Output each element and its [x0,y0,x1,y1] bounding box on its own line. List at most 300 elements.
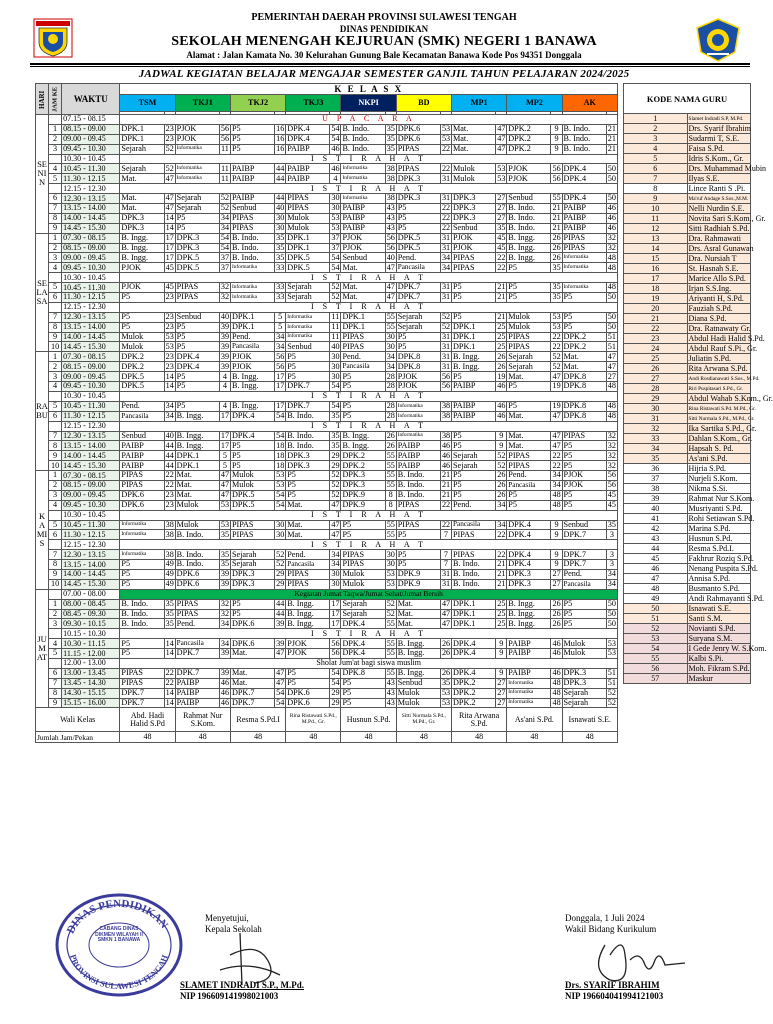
teacher-code-cell: 26 [386,440,395,450]
teacher-code-cell: 55 [552,193,561,203]
period-number: 10 [49,342,62,352]
subject-cell: B. Indo. [452,579,496,589]
subject-cell: PAIBP [286,174,330,184]
teacher-code-cell: 40 [276,203,285,213]
subject-cell: P5 [562,609,606,619]
period-number: 1 [49,352,62,362]
subject-cell: DPK.8 [562,382,606,392]
period-time: 10.30 - 10.45 [62,510,120,520]
subject-cell: Mat. [562,352,606,362]
headmaster-nip: NIP 196609141998021003 [180,991,279,1002]
subject-cell: Senbud [562,520,606,530]
subject-cell: P5 [396,204,440,214]
subject-cell: Mulok [507,312,551,322]
subject-cell: Pend. [230,332,274,342]
subject-cell: PAIBP [396,441,440,451]
teacher-code-cell: 9 [551,550,562,560]
teacher-code-cell: 4 [219,382,230,392]
subject-cell: Senbud [396,678,440,688]
subject-cell: B. Indo. [507,223,551,233]
teacher-code-cell: 52 [497,450,506,460]
subject-cell: DPK.1 [341,312,385,322]
teacher-code-cell: 31 [441,292,451,302]
subject-cell: B. Ingg. [175,441,219,451]
period-time: 11.30 - 12.15 [62,293,120,303]
approver-position: Kepala Sekolah [205,924,262,935]
period-time: 11.30 - 12.15 [62,530,120,540]
teacher-code-cell: 27 [497,193,506,203]
teacher-code-cell: 38 [441,411,451,421]
subject-cell: DPK.3 [175,243,219,253]
teacher-code: 6 [624,164,688,174]
teacher-code-cell: 30 [386,341,395,351]
subject-cell: DPK.1 [175,451,219,461]
subject-cell: P5 [175,372,219,382]
teacher-name: Sitti Radhiah S.Pd. [688,224,750,233]
teacher-code-cell: 32 [607,242,616,252]
teacher-code-cell: 43 [386,223,395,233]
teacher-code-cell: 23 [165,500,174,510]
teacher-code: 31 [624,414,688,424]
period-number [49,154,62,164]
teacher-code-cell: 22 [552,460,561,470]
teacher-code-cell: 11 [331,322,340,332]
subject-cell: Informatika [507,688,551,698]
teacher-code-cell: 34 [220,618,230,628]
subject-cell: Mat. [120,194,164,204]
teacher-code-cell: 21 [607,134,616,144]
subject-cell: PJOK [286,649,330,659]
subject-cell: B. Indo. [562,134,606,144]
subject-cell: Informatika [286,322,330,332]
subject-cell: Informatika [562,253,606,263]
subject-cell: DPK.5 [120,382,164,392]
subject-cell: PIPAS [562,431,606,441]
class-header-bd: BD [396,95,451,112]
teacher-code-cell: 34 [441,252,451,262]
homeroom-teacher: Abd. Hadi Halid S.Pd [120,708,175,732]
subject-cell: Mat. [452,144,496,154]
teacher-code-cell: 35 [220,559,230,569]
subject-cell: PIPAS [120,678,164,688]
subject-cell: DPK.7 [562,550,606,560]
subject-cell: DPK.3 [120,223,164,233]
teacher-name: Marina S.Pd. [687,524,751,534]
teacher-code-cell: 30 [331,351,340,361]
subject-cell: DPK.9 [396,569,440,579]
subject-cell: Sejarah [120,144,164,154]
subject-cell: B. Indo. [341,134,385,144]
subject-cell: PJOK [562,471,606,481]
teacher-code-cell: 48 [552,490,561,500]
jumlah-label: Jumlah Jam/Pekan [36,732,120,743]
subject-cell: DPK.2 [120,362,164,372]
teacher-code-cell: 30 [331,361,340,371]
government-name: PEMERINTAH DAERAH PROVINSI SULAWESI TENGAH [251,12,517,23]
subject-cell: P5 [452,312,496,322]
subject-cell: PJOK [452,233,496,243]
teacher-code-cell: 55 [386,480,395,490]
period-number: 2 [49,243,62,253]
teacher-code-cell: 21 [497,569,506,579]
subject-cell: DPK.4 [507,520,551,530]
period-number: 4 [49,263,62,273]
teacher-code-cell: 26 [552,598,561,608]
teacher-name: Andi Rosdianawati S.Sos., M.Pd. [688,375,760,382]
period-time: 12.00 - 13.00 [62,658,120,668]
subject-cell: PJOK [341,243,385,253]
teacher-code-cell: 17 [220,411,230,421]
teacher-code-cell: 31 [441,233,451,243]
teacher-code-cell: 46 [552,648,561,658]
teacher-name: Fauziah S.Pd. [687,304,751,314]
teacher-name: Maskur [687,674,751,684]
teacher-code-cell: 34 [497,519,506,529]
teacher-code-cell: 25 [497,618,506,628]
teacher-code-cell: 16 [276,124,285,134]
teacher-code-cell: 54 [331,678,340,688]
subject-cell: Senbud [341,253,385,263]
teacher-code-cell: 48 [552,500,561,510]
subject-cell: P5 [562,293,606,303]
subject-cell: DPK.7 [120,688,164,698]
subject-cell: PJOK [452,243,496,253]
teacher-code-cell: 26 [497,351,506,361]
teacher-code-cell: 27 [607,371,616,381]
subject-cell: DPK.3 [507,569,551,579]
teacher-code-cell: 4 [219,372,230,382]
teacher-code-cell: 53 [276,470,285,480]
teacher-code-cell: 33 [276,262,285,272]
teacher-code-cell: 27 [497,203,506,213]
teacher-code-cell: 35 [331,411,340,421]
subject-cell: DPK.3 [230,579,274,589]
subject-cell: PAIBP [230,194,274,204]
teacher-code-cell: 14 [165,648,174,658]
break-banner: Kegiatan Jumat Taqwa/Jumat Sehat/Jumat Bersih [120,589,618,599]
teacher-code-cell: 21 [497,559,506,569]
teacher-code-cell: 22 [552,331,561,341]
subject-cell: PAIBP [507,649,551,659]
teacher-code-cell: 34 [165,411,174,421]
subject-cell: DPK.3 [286,461,330,471]
period-time: 12.30 - 13.15 [62,431,120,441]
teacher-name: Moh. Fikram S.Pd. [688,664,750,673]
teacher-code-cell: 47 [220,470,230,480]
subject-cell: P5 [396,332,440,342]
teacher-code-cell: 37 [220,262,230,272]
break-banner: I S T I R A H A T [120,184,618,194]
subject-cell: PAIBP [341,204,385,214]
teacher-code-cell: 39 [220,351,230,361]
teacher-code-cell: 11 [331,312,340,322]
period-number: 4 [49,382,62,392]
period-time: 14.30 - 15.15 [62,688,120,698]
subject-cell: DPK.4 [175,362,219,372]
subject-cell: B. Indo. [230,243,274,253]
teacher-code-cell: 45 [607,490,616,500]
subject-cell: B. Indo. [175,560,219,570]
teacher-code-cell: 32 [220,598,230,608]
teacher-code-cell: 43 [386,697,395,707]
teacher-name: Husnun S.Pd. [687,534,751,544]
teacher-name: Diana S.Pd. [687,314,751,324]
teacher-code-cell: 33 [276,282,285,292]
period-time: 10.15 - 10.30 [62,629,120,639]
teacher-name: Musriyanti S.Pd. [687,504,751,514]
teacher-code-cell: 14 [165,638,174,648]
period-time: 09.30 - 10.15 [62,619,120,629]
break-banner: I S T I R A H A T [120,154,618,164]
teacher-code-cell: 44 [276,163,285,173]
teacher-code-cell: 34 [220,213,230,223]
teacher-code-cell: 32 [220,292,230,302]
period-time: 10.30 - 10.45 [62,273,120,283]
subject-cell: DPK.6 [396,124,440,134]
teacher-code-cell: 52 [386,608,395,618]
teacher-code-cell: 38 [441,430,451,440]
teacher-code-cell: 56 [441,371,451,381]
teacher-code-cell: 51 [607,331,616,341]
subject-cell: DPK.4 [562,194,606,204]
subject-cell: P5 [562,322,606,332]
subject-cell: Mulok [230,471,274,481]
teacher-code-cell: 7 [440,560,451,570]
period-number: 1 [49,233,62,243]
teacher-code-cell: 35 [386,124,395,134]
subject-cell: DPK.6 [286,698,330,708]
teacher-code-cell: 56 [276,361,285,371]
period-number: 7 [49,550,62,560]
teacher-code-cell: 29 [276,569,285,579]
teacher-code-cell: 35 [276,252,285,262]
teacher-code-cell: 52 [552,361,561,371]
weekly-hours: 48 [341,732,396,743]
teacher-code: 41 [624,514,688,524]
period-time: 07.30 - 08.15 [62,233,120,243]
teacher-code-cell: 22 [165,480,174,490]
subject-cell: P5 [286,362,330,372]
break-banner: I S T I R A H A T [120,391,618,401]
teacher-code-cell: 34 [552,480,561,490]
subject-cell: B. Ingg. [507,619,551,629]
teacher-code: 45 [624,554,688,564]
teacher-name: Irjan S.S.Ing. [687,284,751,294]
teacher-code-cell: 38 [386,173,395,183]
teacher-code-cell: 53 [220,519,230,529]
teacher-code-cell: 51 [607,668,616,678]
teacher-code-cell: 39 [220,322,230,332]
teacher-code-cell: 26 [386,430,395,440]
subject-cell: DPK.4 [562,164,606,174]
subject-cell: P5 [507,490,551,500]
teacher-code-cell: 47 [331,500,340,510]
teacher-code-cell: 30 [276,519,285,529]
subject-cell: B. Ingg. [396,639,440,649]
subject-cell: B. Ingg. [230,372,274,382]
subject-cell: Mat. [507,411,551,421]
teacher-code-cell: 50 [607,598,616,608]
period-number: 9 [49,698,62,708]
weekly-hours: 48 [230,732,285,743]
teacher-code: 44 [624,544,688,554]
subject-cell: PAIBP [230,164,274,174]
subject-cell: DPK.7 [396,283,440,293]
subject-cell: DPK.4 [452,639,496,649]
subject-cell: Senbud [120,431,164,441]
subject-cell: P5 [507,401,551,411]
teacher-code-cell: 35 [220,549,230,559]
teacher-code-cell: 9 [496,441,507,451]
break-banner: I S T I R A H A T [120,629,618,639]
teacher-code-cell: 47 [276,648,285,658]
period-number [49,629,62,639]
subject-cell: P5 [286,490,330,500]
subject-cell: Mulok [341,579,385,589]
period-time: 09.00 - 09.45 [62,134,120,144]
teacher-code-cell: 55 [386,450,395,460]
subject-cell: B. Indo. [286,431,330,441]
class-header-tkj3: TKJ3 [286,95,341,112]
teacher-code-cell: 43 [386,688,395,697]
teacher-code-cell: 50 [607,292,616,302]
subject-cell: Pancasila [120,411,164,421]
period-time: 10.30 - 11.15 [62,639,120,649]
teacher-code-cell: 23 [165,292,174,302]
period-number: 2 [49,362,62,372]
teacher-code-cell: 44 [165,460,174,470]
teacher-code: 27 [624,374,688,384]
subject-cell: Sejarah [562,698,606,708]
period-time: 10.45 - 11.30 [62,164,120,174]
teacher-code: 20 [624,304,688,314]
subject-cell: DPK.1 [120,134,164,144]
subject-cell: Informatika [230,283,274,293]
teacher-code-cell: 56 [386,233,395,243]
teacher-code-cell: 55 [386,638,395,648]
sign-date: Donggala, 1 Juli 2024 [565,913,645,923]
teacher-code-cell: 21 [497,292,506,302]
subject-cell: P5 [120,322,164,332]
teacher-code-cell: 3 [606,550,617,560]
teacher-code-cell: 44 [276,598,285,608]
teacher-code: 16 [624,264,688,274]
subject-cell: PIPAS [396,520,440,530]
teacher-code-cell: 39 [276,638,285,648]
subject-cell: PIPAS [286,569,330,579]
teacher-code: 48 [624,584,688,594]
teacher-code-cell: 23 [165,322,174,332]
teacher-code-cell: 53 [497,163,506,173]
subject-cell: DPK.2 [562,332,606,342]
teacher-code-cell: 22 [441,223,451,233]
teacher-code-cell: 44 [165,440,174,450]
teacher-code-cell: 31 [441,242,451,252]
subject-cell: PIPAS [341,560,385,570]
period-time: 11.30 - 12.15 [62,174,120,184]
teacher-code-cell: 53 [441,134,451,144]
teacher-code-cell: 35 [331,440,340,450]
period-time: 11.30 - 12.15 [62,411,120,421]
header-divider [30,63,750,65]
subject-cell: P5 [507,283,551,293]
teacher-code-cell: 47 [552,440,561,450]
teacher-code-cell: 52 [497,460,506,470]
teacher-code-cell: 9 [551,520,562,530]
subject-cell: B. Indo. [452,569,496,579]
period-time: 09.45 - 10.30 [62,144,120,154]
subject-cell: Informatika [562,283,606,293]
subject-cell: P5 [230,451,274,461]
period-number: 6 [49,194,62,204]
subject-cell: P5 [562,461,606,471]
teacher-code-cell: 30 [331,569,340,579]
subject-cell: PIPAS [230,520,274,530]
teacher-code-cell: 21 [552,213,561,223]
teacher-code-cell: 56 [607,470,616,480]
subject-cell: Mat. [507,372,551,382]
subject-cell: PJOK [175,134,219,144]
teacher-code-cell: 52 [220,193,230,203]
subject-cell: Informatika [175,144,219,154]
teacher-code-cell: 34 [386,351,395,361]
teacher-code-cell: 48 [552,678,561,688]
subject-cell: B. Indo. [341,144,385,154]
subject-cell: PIPAS [562,243,606,253]
teacher-code-cell: 22 [497,252,506,262]
period-number: 7 [49,678,62,688]
subject-cell: P5 [562,451,606,461]
subject-cell: Mulok [341,569,385,579]
period-time: 08.15 - 09.00 [62,480,120,490]
subject-cell: DPK.7 [562,560,606,570]
homeroom-teacher: Rahmat Nur S.Kom. [175,708,230,732]
teacher-code-cell: 39 [220,331,230,341]
subject-cell: P5 [341,698,385,708]
teacher-code-cell: 49 [165,559,174,569]
teacher-code-cell: 56 [552,173,561,183]
teacher-code-cell: 53 [441,688,451,697]
subject-cell: DPK.1 [120,124,164,134]
teacher-code-cell: 46 [441,440,451,450]
teacher-code: 49 [624,594,688,604]
subject-cell: PIPAS [286,579,330,589]
svg-text:PROVINSI SULAWESI TENGAH: PROVINSI SULAWESI TENGAH [68,953,170,992]
subject-cell: Mat. [341,293,385,303]
teacher-code: 33 [624,434,688,444]
subject-cell: Informatika [175,174,219,184]
weekly-hours: 48 [120,732,175,743]
teacher-code-cell: 54 [331,124,340,134]
subject-cell: Informatika [175,164,219,174]
teacher-code: 1 [624,114,688,124]
period-number: 8 [49,441,62,451]
class-header-nkpi: NKPI [341,95,396,112]
teacher-name: Ma'ruf Andage S.Sos.,M.M. [687,194,751,204]
subject-cell: DPK.2 [452,698,496,708]
homeroom-teacher: Resma S.Pd.I [230,708,285,732]
teacher-code-cell: 39 [220,579,230,589]
subject-cell: PIPAS [452,550,496,560]
subject-cell: DPK.4 [341,619,385,629]
teacher-code-cell: 22 [441,213,451,223]
teacher-code: 39 [624,494,688,504]
subject-cell: PIPAS [120,471,164,481]
subject-cell: PJOK [286,639,330,649]
teacher-code-cell: 35 [552,262,561,272]
teacher-code-cell: 52 [386,598,395,608]
headmaster-name: SLAMET INDRADI S.P., M.Pd. [180,980,305,990]
